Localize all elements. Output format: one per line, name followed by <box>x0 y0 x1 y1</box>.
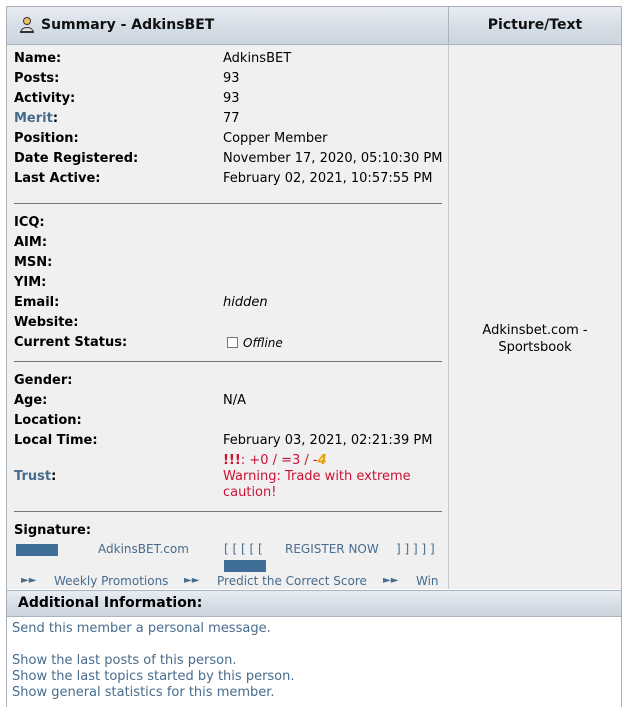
posts-label: Posts: <box>14 71 60 86</box>
last-active-label: Last Active: <box>14 171 101 186</box>
profile-frame <box>6 6 622 707</box>
trust-score: : +0 / =3 / - <box>240 453 318 468</box>
status-value: Offline <box>227 333 283 354</box>
status-label: Current Status: <box>14 335 128 350</box>
position-label: Position: <box>14 131 79 146</box>
picture-text-header: Picture/Text <box>449 7 621 45</box>
yim-label: YIM: <box>14 275 47 290</box>
divider <box>14 511 442 512</box>
register-now-link[interactable]: REGISTER NOW <box>285 542 379 556</box>
predict-score-link[interactable]: Predict the Correct Score <box>217 574 367 588</box>
name-label: Name: <box>14 51 62 66</box>
gender-label: Gender: <box>14 373 73 388</box>
posts-value: 93 <box>223 71 240 86</box>
aim-label: AIM: <box>14 235 48 250</box>
show-stats-link[interactable]: Show general statistics for this member. <box>12 685 275 700</box>
email-label: Email: <box>14 295 60 310</box>
signature-site-link[interactable]: AdkinsBET.com <box>98 542 189 556</box>
signature-label: Signature: <box>14 523 92 538</box>
show-posts-link[interactable]: Show the last posts of this person. <box>12 653 237 668</box>
email-value: hidden <box>223 295 268 310</box>
age-label: Age: <box>14 393 48 408</box>
msn-label: MSN: <box>14 255 53 270</box>
weekly-promotions-link[interactable]: Weekly Promotions <box>54 574 169 588</box>
additional-info-header <box>7 590 621 617</box>
signature-brackets-close: ] ] ] ] ] <box>396 542 435 556</box>
summary-panel: Name: AdkinsBET Posts: 93 Activity: 93 Merit: 77 Position: Copper Member Date Registered: November 17, 2020, 05:10:30 PM Last Active: February 02, 2021, 10:57:55 PM ICQ: AIM: MSN: YIM: Email: hidden Website: Current Status: Offline Gender: Age: N/A Location: Local Time: February 03, 2021, 02:21:39 PM Trust: !!!: +0 / =3 / -4 Warning: Trade with extreme caution! Signature: AdkinsBET.com [ [ [ [ [ REGISTER NOW ] ] ] ] ] ►► Weekly Promotions ►► Predict the Correct Score ►► Win <box>7 45 449 589</box>
icq-label: ICQ: <box>14 215 45 230</box>
user-icon <box>19 16 35 34</box>
summary-title: Summary - AdkinsBET <box>41 17 215 33</box>
picture-text-panel <box>449 45 621 589</box>
merit-link[interactable]: Merit <box>14 111 53 126</box>
summary-header <box>7 7 449 45</box>
activity-label: Activity: <box>14 91 76 106</box>
win-link[interactable]: Win <box>416 574 439 588</box>
signature-block-graphic <box>224 560 266 572</box>
name-value: AdkinsBET <box>223 51 292 66</box>
trust-marks: !!! <box>223 453 241 468</box>
trust-warning-line1: Warning: Trade with extreme <box>223 469 411 484</box>
signature-block-graphic <box>16 544 58 556</box>
offline-status-icon <box>227 337 238 348</box>
divider <box>14 361 442 362</box>
arrow-icon: ►► <box>21 575 37 586</box>
trust-link[interactable]: Trust <box>14 469 52 484</box>
trust-warning-line2: caution! <box>223 485 277 500</box>
arrow-icon: ►► <box>184 575 200 586</box>
position-value: Copper Member <box>223 131 328 146</box>
signature-brackets-open: [ [ [ [ [ <box>224 542 263 556</box>
trust-summary <box>223 453 411 501</box>
activity-value: 93 <box>223 91 240 106</box>
additional-info-title: Additional Information: <box>18 595 203 611</box>
divider <box>14 203 442 204</box>
arrow-icon: ►► <box>383 575 399 586</box>
show-topics-link[interactable]: Show the last topics started by this person. <box>12 669 295 684</box>
registered-label: Date Registered: <box>14 151 139 166</box>
age-value: N/A <box>223 393 246 408</box>
trust-negative: 4 <box>317 453 327 468</box>
local-time-label: Local Time: <box>14 433 98 448</box>
additional-info-panel <box>7 617 621 717</box>
send-pm-link[interactable]: Send this member a personal message. <box>12 621 271 636</box>
website-label: Website: <box>14 315 79 330</box>
registered-value: November 17, 2020, 05:10:30 PM <box>223 151 443 166</box>
location-label: Location: <box>14 413 82 428</box>
personal-text: Adkinsbet.com - Sportsbook <box>482 323 588 355</box>
merit-value: 77 <box>223 111 240 126</box>
last-active-value: February 02, 2021, 10:57:55 PM <box>223 171 433 186</box>
local-time-value: February 03, 2021, 02:21:39 PM <box>223 433 433 448</box>
